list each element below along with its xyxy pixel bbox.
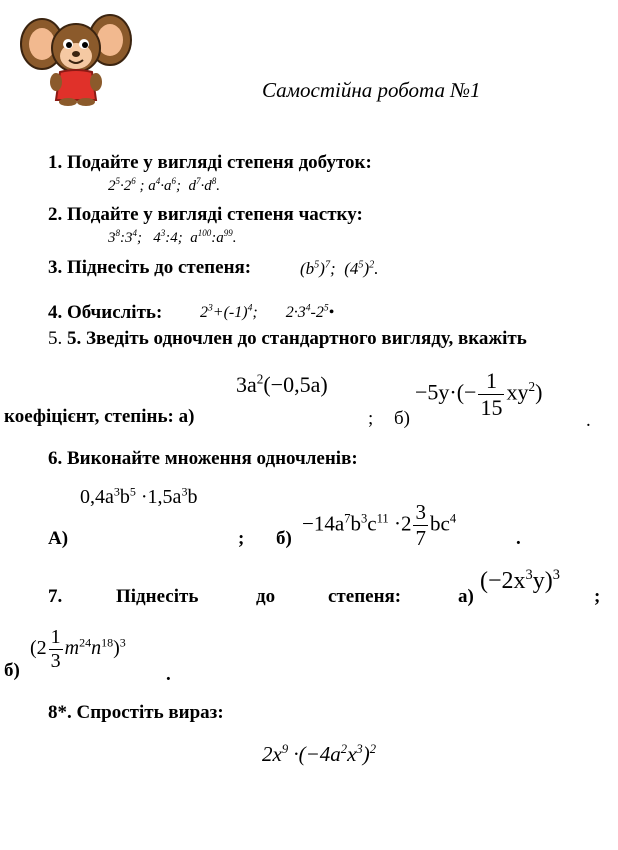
task-4-label: 4. Обчисліть: [48,302,163,323]
task-7-number: 7. [48,586,63,607]
task-2-label: 2. Подайте у вигляді степеня частку: [48,204,363,225]
task-8-expression: $2x^9 \cdot(-4a^2x^3)^2$ [262,742,377,766]
task-3-expressions: $(b^5)^7$; $(4^5)^2$. [300,259,379,278]
task-1-expressions: $2^5\cdot 2^6$ ; $a^4\cdot a^6$; $d^7\cdot d^8$. [108,176,220,194]
task-5-separator: ; [368,408,374,429]
task-8-label: 8*. Спростіть вираз: [48,702,224,723]
task-5-label: 5. 5. Зведіть одночлен до стандартного вигляду, вкажіть [48,328,527,349]
task-6b-label: б) [276,528,292,549]
task-7a-label: а) [458,586,474,607]
task-7-word-1: Піднесіть [116,586,199,607]
task-7-word-3: степеня: [328,586,402,607]
task-7a-semicolon: ; [594,586,601,607]
task-6-separator: ; [238,528,245,549]
task-7a-expression: $(-2x^3y)^3$ [480,567,560,594]
task-7-word-2: до [256,586,276,607]
task-5-label-cont: коефіцієнт, степінь: а) [4,406,195,427]
task-5a-expression: $3a^2(-0,5a)$ [236,371,328,397]
task-7b-end-dot: . [166,664,171,685]
task-5-end-dot: . [586,410,591,431]
task-1-label: 1. Подайте у вигляді степеня добуток: [48,152,372,173]
task-3-label: 3. Піднесіть до степеня: [48,257,252,278]
task-2-expressions: $3^8:3^4$; $4^3:4$; $a^{100}:a^{99}$. [108,228,237,246]
task-6b-expression: $-14a^7b^3c^{11} \cdot 2$ $\frac{3}{7}$ $bc^4$ [302,500,457,550]
task-5b-label: б) [394,408,410,429]
task-6a-expression: $0,4a^3b^5 \cdot 1,5a^3b$ [80,484,198,508]
task-7b-label: б) [4,660,20,681]
task-5-label-text: 5. Зведіть одночлен до стандартного вигляду, вкажіть [67,328,527,349]
task-5b-expression: −5y·(− $\frac{1}{15}$ $xy^2$) [415,368,543,420]
task-4-expressions: $2^3+(-1)^4$; $2\cdot 3^4-2^5•$ [200,302,335,321]
task-6a-label: А) [48,528,69,549]
task-6-end-dot: . [516,528,521,549]
page-title: Самостійна робота №1 [262,78,481,102]
task-7b-expression: (2 $\frac{1}{3}$ $m^{24}n^{18})^3$ [30,626,126,672]
task-6-label: 6. Виконайте множення одночленів: [48,448,358,469]
cheburashka-mascot-image [20,4,132,106]
